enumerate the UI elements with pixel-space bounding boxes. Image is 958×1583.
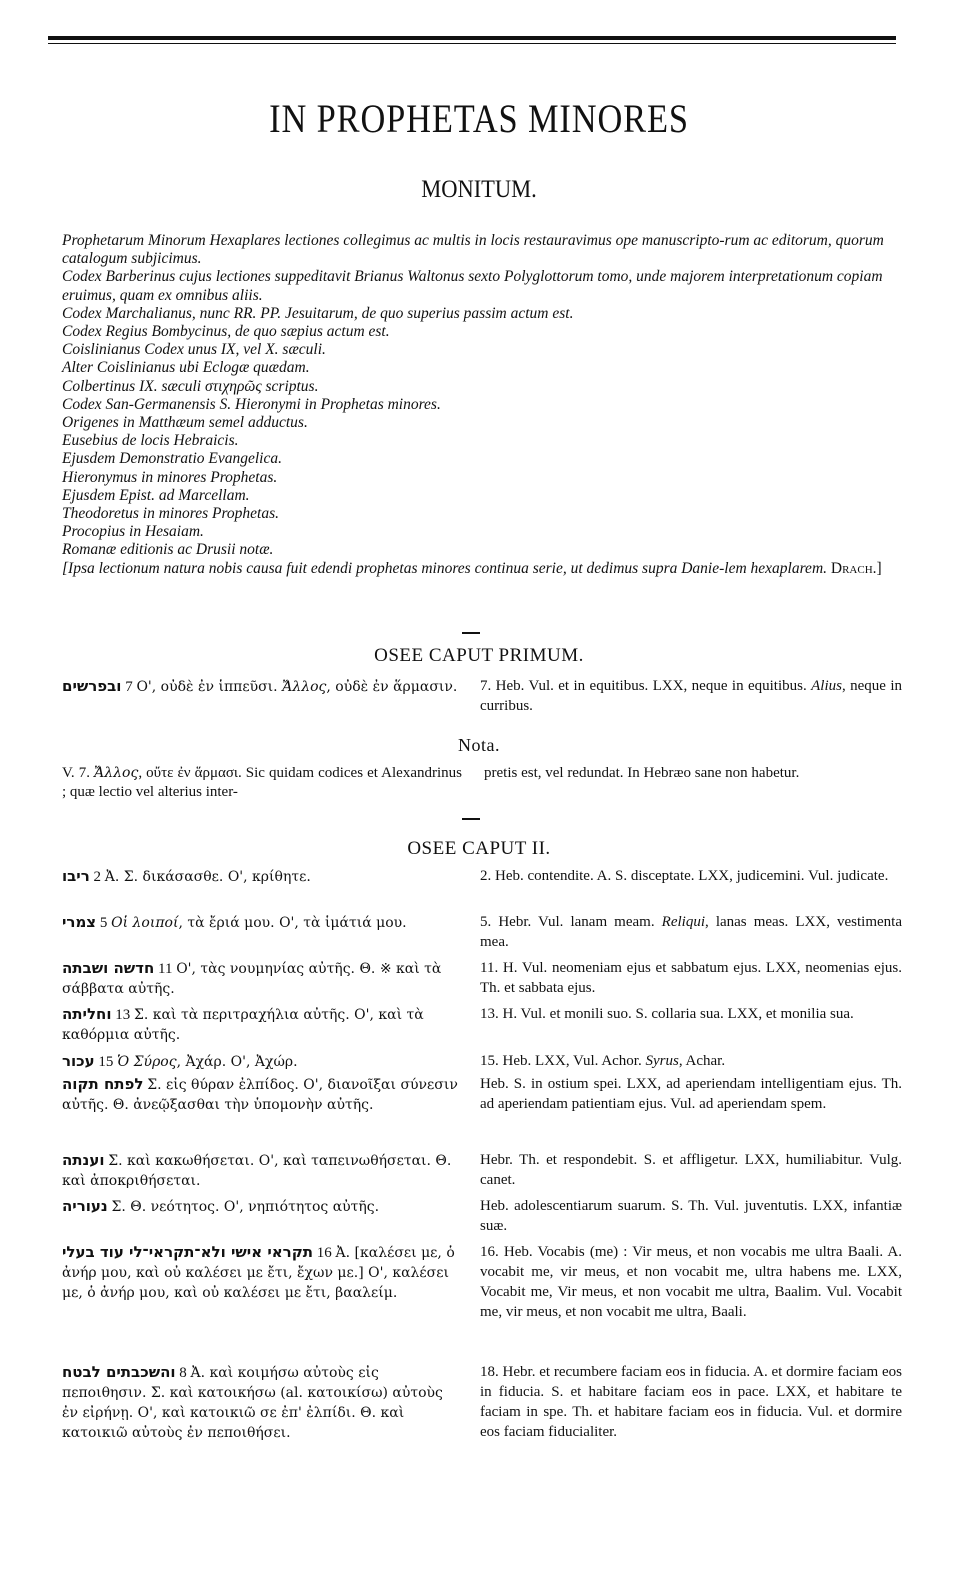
greek-reading: , τὰ ἔριά μου. Ο', τὰ ἱμάτιά μου.: [178, 915, 407, 931]
caput2-entry-right: 11. H. Vul. neomeniam ejus et sabbatum ejus. LXX, neomenias ejus. Th. et sabbata ejus.: [480, 960, 902, 996]
monitum-line: Colbertinus IX. sæculi στιχηρῶς scriptus.: [62, 377, 319, 395]
greek-reading: Ἀ. [καλέσει με, ὁ ἀνήρ μου, καὶ οὐ καλέσει με ἔτι, ἔχων με.] Ο', καλέσει με, ὁ ἀνήρ μου, καὶ οὐ καλέσει με ἔτι, βααλείμ.: [62, 1245, 455, 1301]
greek-alios: Ἄλλος: [282, 679, 327, 695]
caput1-right-entry: [480, 676, 902, 716]
hebrew-word: וחליתה: [62, 1005, 112, 1023]
hebrew-word: תקראי אישי ולא־תקראי־לי עוד בעלי: [62, 1243, 314, 1261]
nota-heading: Nota.: [458, 735, 500, 755]
greek-reading: Σ. εἰς θύραν ἐλπίδος. Ο', διανοῖξαι σύνεσιν αὐτῆς. Θ. ἀνεῷξασθαι τὴν ὑπομονὴν αὐτῆς.: [62, 1077, 458, 1113]
monitum-line: Origenes in Matthæum semel adductus.: [62, 414, 308, 432]
monitum-line: Codex San-Germanensis S. Hieronymi in Prophetas minores.: [62, 395, 441, 413]
nota-right: pretis est, vel redundat. In Hebræo sane non habetur.: [484, 765, 800, 781]
greek-reading: Σ. καὶ κακωθήσεται. Ο', καὶ ταπεινωθήσεται. Θ. καὶ ἀποκριθήσεται.: [62, 1153, 452, 1189]
verse-number: 5: [99, 915, 108, 931]
caput2-entry-left: [62, 866, 462, 887]
monitum-line: Alter Coislinianus ubi Eclogæ quædam.: [62, 359, 310, 377]
caput2-entry-left: [62, 1196, 462, 1217]
hebrew-word: לפתח תקוה: [62, 1075, 144, 1093]
nota-alios: Ἄλλος: [94, 765, 139, 781]
caput2-entry-left: [62, 1004, 462, 1045]
hebrew-word: חדשה ושבתה: [62, 959, 155, 977]
top-rule-thin: [48, 43, 896, 44]
caput2-entry-right: 2. Heb. contendite. A. S. disceptate. LXX, judicemini. Vul. judicate.: [480, 868, 889, 884]
caput2-entry-right: 13. H. Vul. et monili suo. S. collaria sua. LXX, et monilia sua.: [480, 1006, 854, 1022]
caput2-entry-right: Heb. S. in ostium spei. LXX, ad aperiendam intelligentiam ejus. Th. ad aperiendam patientiam ejus. Vul. ad aperiendam spem.: [480, 1076, 902, 1112]
caput2-entry-right: [480, 912, 902, 952]
monitum-line: Codex Marchalianus, nunc RR. PP. Jesuitarum, de quo superius passim actum est.: [62, 304, 574, 322]
hebrew-word: ריבו: [62, 867, 90, 885]
monitum-line: Eusebius de locis Hebraicis.: [62, 432, 239, 450]
caput2-entry-left: [62, 1051, 462, 1072]
caput2-entry-right: 16. Heb. Vocabis (me) : Vir meus, et non vocabis me ultra Baali. A. vocabit me, vir meus, et non vocabit me, ultra habens me. LXX, Vocabit me, Vir meus, et non vocabit me ultra, Baalim. Vul. Vocabit me, vir meus, et non vocabit me ultra, Baali.: [480, 1244, 902, 1320]
nota-left-text: , οὔτε ἐν ἅρμασι. Sic quidam codices et Alexandrinus ; quæ lectio vel alterius inter-: [62, 765, 462, 800]
greek-reading: Ἀ. καὶ κοιμήσω αὐτοὺς εἰς πεποιθησιν. Σ. καὶ κατοικήσω (al. κατοικίσω) αὐτοὺς ἐν εἰρήνῃ. Ο', καὶ κατοικιῶ σε ἐπ' ἐλπίδι. Θ. καὶ κατοικιῶ αὐτοὺς ἐν πεποιθήσει.: [62, 1365, 443, 1441]
caput2-entry-right: Hebr. Th. et respondebit. S. et affligetur. LXX, humiliabitur. Vulg. canet.: [480, 1152, 902, 1188]
separator-dash: [462, 632, 480, 634]
monitum-line: Procopius in Hesaiam.: [62, 523, 204, 541]
latin-reading: 5. Hebr. Vul. lanam meam.: [480, 914, 662, 930]
greek-reading: Σ. Θ. νεότητος. Ο', νηπιότητος αὐτῆς.: [111, 1199, 380, 1215]
separator-dash: [462, 818, 480, 820]
hebrew-word: והשכבתים לבטח: [62, 1363, 176, 1381]
latin-italic: Reliqui: [661, 914, 705, 930]
verse-number: 8: [179, 1365, 187, 1381]
bracket-note-text: [Ipsa lectionum natura nobis causa fuit edendi prophetas minores continua serie, ut dedimus supra Danie-lem hexaplarem.: [62, 559, 828, 577]
monitum-line: Romanæ editionis ac Drusii notæ.: [62, 541, 274, 559]
monitum-line: Codex Regius Bombycinus, de quo sæpius actum est.: [62, 323, 390, 341]
hebrew-word: וענתה: [62, 1151, 105, 1169]
bracket-note: [62, 560, 904, 578]
verse-number: 13: [115, 1007, 131, 1023]
hebrew-word: נעוריה: [62, 1197, 108, 1215]
caput2-entry-right: 18. Hebr. et recumbere faciam eos in fiducia. A. et dormire faciam eos in fiducia. S. et habitare faciam eos in pace. LXX, et habitare te faciam in spe. Th. et habitare faciam eos in fiducia. Vul. et dormire eos faciam fiducialiter.: [480, 1364, 902, 1440]
latin-italic: Syrus: [645, 1053, 679, 1069]
caput2-heading: OSEE CAPUT II.: [407, 838, 551, 859]
monitum-text: [62, 232, 904, 578]
monitum-line: Hieronymus in minores Prophetas.: [62, 468, 278, 486]
section-subtitle: MONITUM.: [421, 176, 537, 203]
latin-reading: 15. Heb. LXX, Vul. Achor.: [480, 1053, 646, 1069]
monitum-line: Ejusdem Epist. ad Marcellam.: [62, 486, 250, 504]
caput2-entry-left: [62, 912, 462, 933]
caput2-entry-right: [480, 1051, 902, 1071]
greek-reading: Ἀ. Σ. δικάσασθε. Ο', κρίθητε.: [104, 869, 311, 885]
latin-alius: Alius: [811, 678, 842, 694]
hebrew-word: ובפרשים: [62, 677, 122, 695]
latin-reading-cont: , lanas meas. LXX, vestimenta mea.: [480, 914, 902, 950]
latin-reading: 7. Heb. Vul. et in equitibus. LXX, neque in equitibus.: [480, 678, 812, 694]
caput2-entry-left: [62, 1074, 462, 1115]
caput2-entry-left: [62, 1242, 462, 1303]
monitum-para-1: Prophetarum Minorum Hexaplares lectiones collegimus ac multis in locis restauravimus ope manuscripto-rum ac editorum, quorum catalogum subjicimus.: [62, 232, 884, 268]
top-rule-thick: [48, 36, 896, 40]
latin-reading-cont: , neque in curribus.: [480, 678, 903, 714]
greek-reading: Σ. καὶ τὰ περιτραχήλια αὐτῆς. Ο', καὶ τὰ καθόρμια αὐτῆς.: [62, 1007, 424, 1043]
hebrew-word: צמרי: [62, 913, 97, 931]
caput1-left-entry: [62, 676, 462, 697]
monitum-line: Coislinianus Codex unus IX, vel X. sæculi.: [62, 341, 326, 359]
latin-reading-cont: , Achar.: [678, 1053, 726, 1069]
verse-number: 16: [316, 1245, 332, 1261]
caput2-entry-right: Heb. adolescentiarum suarum. S. Th. Vul. juventutis. LXX, infantiæ suæ.: [480, 1198, 902, 1234]
bracket-note-author: Drach.]: [830, 559, 882, 577]
verse-number: 2: [93, 869, 101, 885]
verse-number: 15: [98, 1054, 114, 1070]
monitum-para-2: Codex Barberinus cujus lectiones suppeditavit Brianus Waltonus sexto Polyglottorum tomo, unde majorem interpretationum copiam eruimus, quam ex omnibus aliis.: [62, 268, 883, 304]
caput1-heading: OSEE CAPUT PRIMUM.: [374, 645, 584, 666]
page-title: IN PROPHETAS MINORES: [269, 96, 689, 141]
nota-left: [62, 764, 462, 802]
greek-reading-cont: , οὐδὲ ἐν ἅρμασιν.: [326, 679, 458, 695]
greek-reading: Ο', τὰς νουμηνίας αὐτῆς. Θ. ※ καὶ τὰ σάββατα αὐτῆς.: [62, 961, 442, 997]
caput2-entry-left: [62, 958, 462, 999]
greek-italic: Ὁ Σύρος: [117, 1054, 177, 1070]
greek-reading: , Ἀχάρ. Ο', Ἀχώρ.: [176, 1054, 298, 1070]
greek-reading: Ο', οὐδὲ ἐν ἱππεῦσι.: [136, 679, 283, 695]
verse-number: 7: [125, 679, 133, 695]
greek-italic: Οἱ λοιποί: [111, 915, 179, 931]
caput2-entry-left: [62, 1150, 462, 1191]
monitum-line: Theodoretus in minores Prophetas.: [62, 505, 279, 523]
hebrew-word: עכור: [62, 1052, 95, 1070]
nota-verse: V. 7.: [62, 765, 95, 781]
caput2-entry-left: [62, 1362, 462, 1443]
monitum-line: Ejusdem Demonstratio Evangelica.: [62, 450, 282, 468]
verse-number: 11: [158, 961, 173, 977]
